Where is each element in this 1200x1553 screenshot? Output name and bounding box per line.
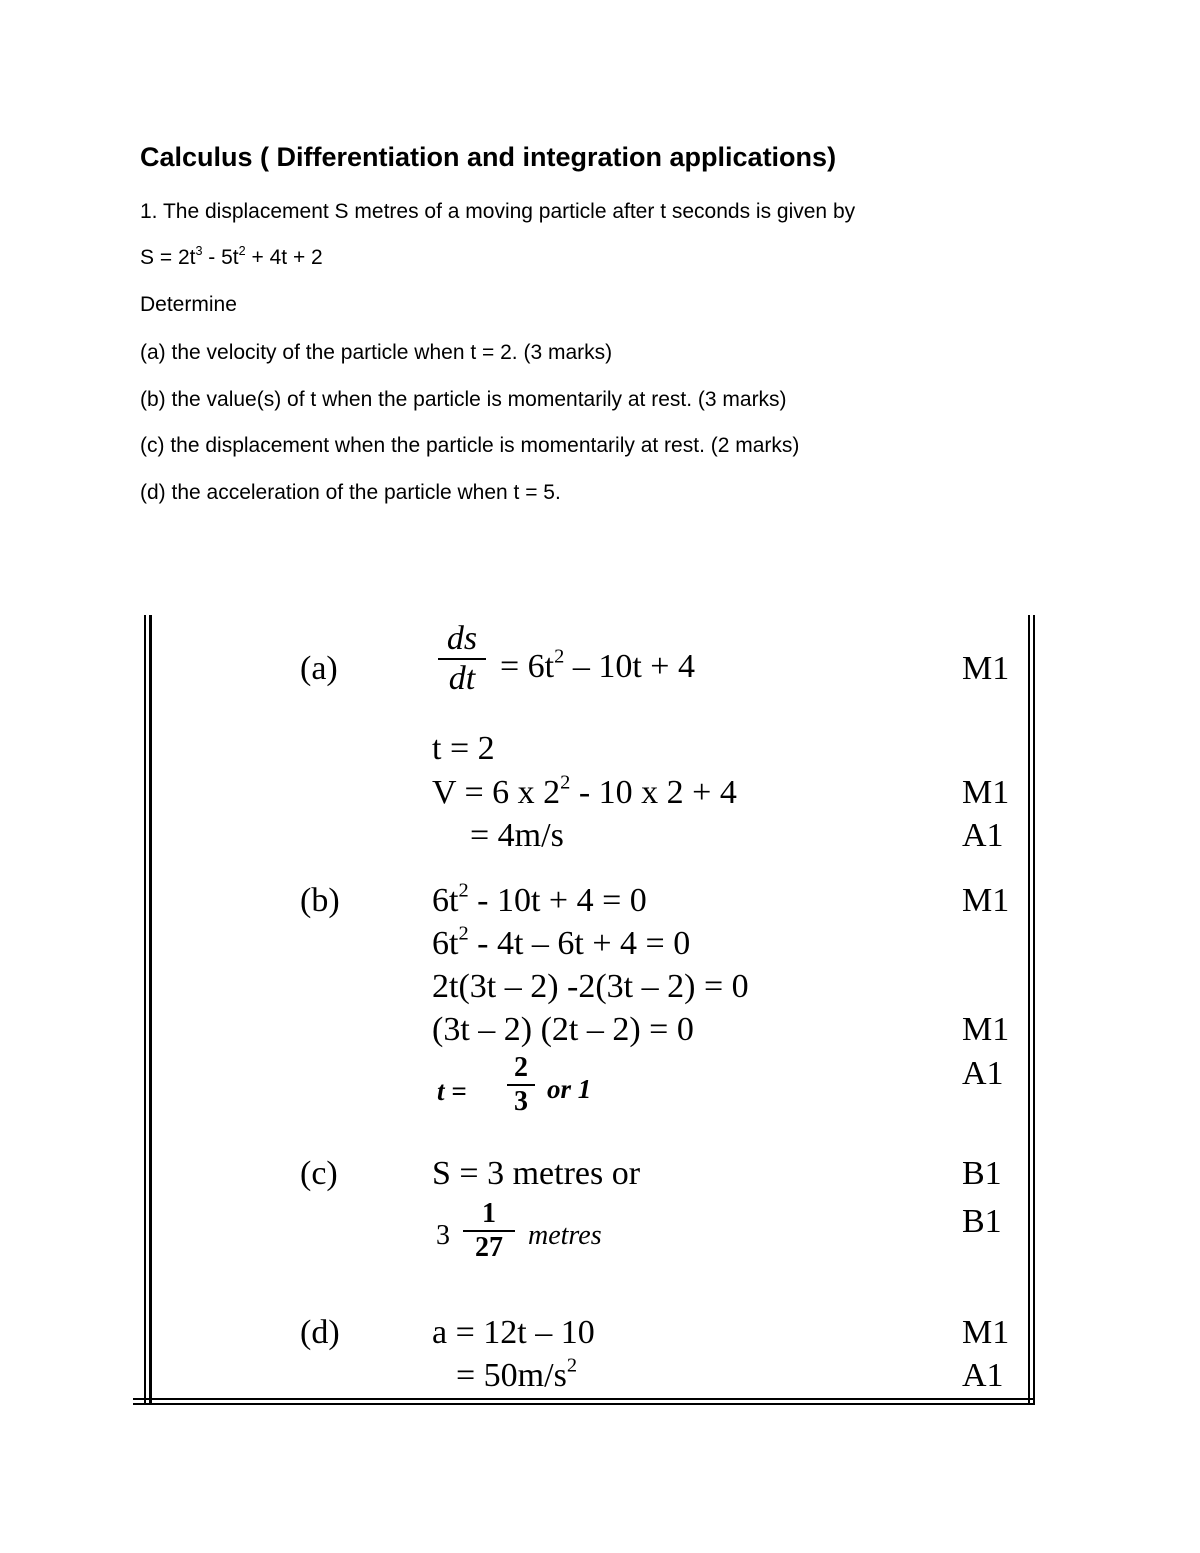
- mark-d2: A1: [962, 1357, 1004, 1394]
- solution-label-a: (a): [300, 650, 338, 687]
- c-fraction: [463, 1198, 515, 1264]
- b1-power: 2: [458, 879, 469, 902]
- mark-c1: B1: [962, 1155, 1002, 1192]
- c-frac-num: 1: [482, 1198, 496, 1229]
- deriv-power: 2: [554, 645, 565, 668]
- a-line-result: = 4m/s: [470, 817, 564, 854]
- solution-label-d: (d): [300, 1314, 340, 1351]
- eq-lhs: S = 2t: [140, 246, 196, 269]
- eq-p1: 3: [195, 244, 203, 259]
- mark-d1: M1: [962, 1314, 1010, 1351]
- d2-power: 2: [566, 1354, 578, 1377]
- deriv-part1: = 6t: [500, 648, 555, 685]
- question-intro: 1. The displacement S metres of a moving particle after t seconds is given by: [140, 200, 856, 223]
- v-power: 2: [560, 771, 571, 794]
- derivative-rhs: [500, 645, 695, 686]
- c-frac-den: 27: [475, 1232, 503, 1263]
- v-part2: - 10 x 2 + 4: [570, 774, 737, 811]
- mark-b2: M1: [962, 1011, 1010, 1048]
- mark-b1: M1: [962, 882, 1010, 919]
- eq-rhs: + 4t + 2: [245, 246, 323, 269]
- solution-label-b: (b): [300, 882, 340, 919]
- b-two-thirds: [507, 1052, 535, 1118]
- c-unit: metres: [528, 1220, 602, 1251]
- d-line-1: a = 12t – 10: [432, 1314, 595, 1351]
- b2-power: 2: [458, 922, 469, 945]
- solution-label-c: (c): [300, 1155, 338, 1192]
- a-line-v: [432, 771, 737, 812]
- question-equation: [140, 246, 323, 270]
- v-part1: V = 6 x 2: [432, 774, 561, 811]
- b-line-3: 2t(3t – 2) -2(3t – 2) = 0: [432, 968, 749, 1005]
- question-part-d: (d) the acceleration of the particle when t = 5.: [140, 481, 561, 504]
- box-border-left: [144, 615, 146, 1405]
- mark-a3: A1: [962, 817, 1004, 854]
- mark-c2: B1: [962, 1203, 1002, 1240]
- b-frac-num: 2: [514, 1052, 528, 1083]
- question-part-c: (c) the displacement when the particle is momentarily at rest. (2 marks): [140, 434, 800, 457]
- box-border-left-inner: [149, 615, 152, 1405]
- box-border-right: [1033, 615, 1035, 1405]
- a-line-t: t = 2: [432, 730, 495, 767]
- question-part-a: (a) the velocity of the particle when t = 2. (3 marks): [140, 341, 613, 364]
- box-border-right-inner: [1028, 615, 1030, 1405]
- b1-part2: - 10t + 4 = 0: [468, 882, 647, 919]
- box-border-bottom-outer: [133, 1403, 1035, 1405]
- b2-part1: 6t: [432, 925, 459, 962]
- derivative-fraction: [438, 620, 486, 698]
- eq-p2: 2: [238, 244, 246, 259]
- eq-mid: - 5t: [202, 246, 239, 269]
- page-title: Calculus ( Differentiation and integration applications): [140, 142, 837, 172]
- d2-part1: = 50m/s: [456, 1357, 567, 1394]
- mark-b3: A1: [962, 1055, 1004, 1092]
- b1-part1: 6t: [432, 882, 459, 919]
- frac-den: dt: [448, 660, 476, 697]
- deriv-part2: – 10t + 4: [564, 648, 695, 685]
- d-line-2: [456, 1354, 578, 1395]
- b-frac-den: 3: [514, 1086, 528, 1117]
- c-whole: 3: [436, 1220, 450, 1251]
- b-line-1: [432, 879, 647, 920]
- b-line-2: [432, 922, 691, 963]
- mark-a2: M1: [962, 774, 1010, 811]
- frac-num: ds: [446, 620, 478, 657]
- c-line-1: S = 3 metres or: [432, 1155, 641, 1192]
- box-border-bottom: [133, 1398, 1035, 1400]
- b2-part2: - 4t – 6t + 4 = 0: [468, 925, 691, 962]
- mark-a1: M1: [962, 650, 1010, 687]
- question-part-b: (b) the value(s) of t when the particle is momentarily at rest. (3 marks): [140, 388, 787, 411]
- b-line-4: (3t – 2) (2t – 2) = 0: [432, 1011, 694, 1048]
- question-determine: Determine: [140, 293, 237, 316]
- b-or-one: or 1: [547, 1074, 592, 1104]
- b-t-equals: t =: [437, 1076, 467, 1106]
